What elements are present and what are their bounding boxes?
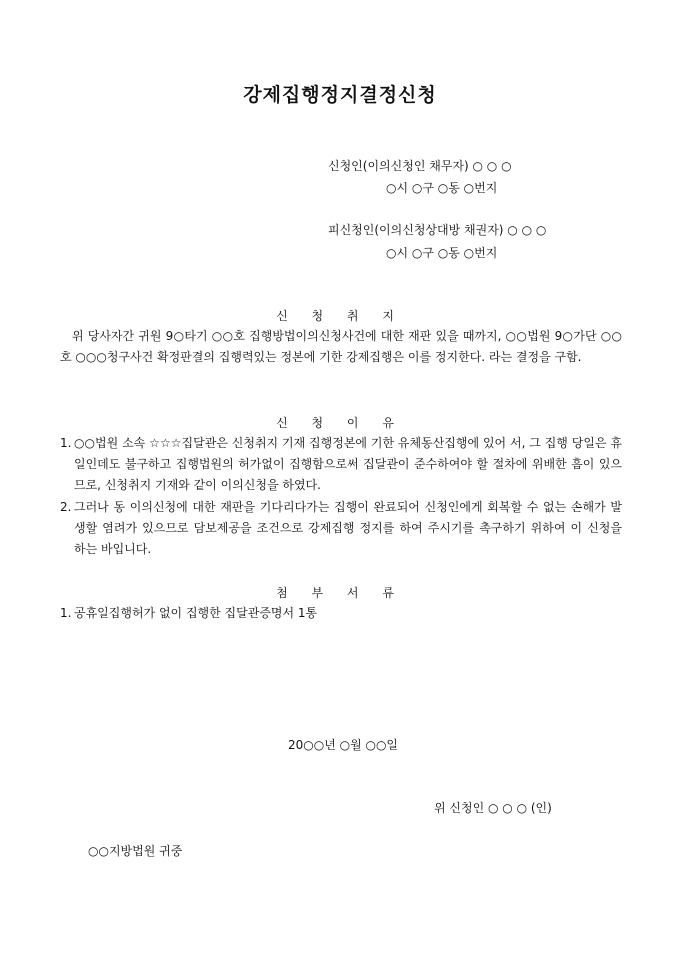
- reason-item-2: [60, 497, 622, 560]
- reasons-heading: 신 청 이 유: [276, 416, 404, 430]
- document-title: 강제집행정지결정신청: [243, 84, 437, 106]
- court-addressee: ○○지방법원 귀중: [88, 844, 183, 858]
- attachment-item-1: [60, 603, 622, 624]
- respondent-address: ○시 ○구 ○동 ○번지: [386, 246, 498, 260]
- reason-item-text: 그러나 동 이의신청에 대한 재판을 기다리다가는 집행이 완료되어 신청인에게 회복할 수 없는 손해가 발생할 염려가 있으므로 담보제공을 조건으로 강제집행 정지를 하여 주시기를 촉구하기 위하여 이 신청을 하는 바입니다.: [74, 500, 622, 556]
- attachment-item-number: 1.: [60, 606, 72, 620]
- reason-item-number: 1.: [60, 436, 72, 450]
- attachments-heading: 첨 부 서 류: [276, 586, 404, 600]
- purpose-text: 위 당사자간 귀원 9○타기 ○○호 집행방법이의신청사건에 대한 재판 있을 때까지, ○○법원 9○가단 ○○호 ○○○청구사건 확정판결의 집행력있는 정본에 기한 강제집행은 이를 정지한다. 라는 결정을 구함.: [60, 329, 622, 364]
- reason-item-text: ○○법원 소속 ☆☆☆집달관은 신청취지 기재 집행정본에 기한 유체동산집행에 있어 서, 그 집행 당일은 휴일인데도 불구하고 집행법원의 허가없이 집행함으로써 집달관이 준수하여야 할 절차에 위배한 흠이 있으므로, 신청취지 기재와 같이 이의신청을 하였다.: [74, 436, 622, 492]
- reason-item-1: [60, 433, 622, 496]
- document-date: 20○○년 ○월 ○○일: [288, 738, 399, 752]
- applicant-label: 신청인(이의신청인 채무자) ○ ○ ○: [328, 159, 512, 173]
- signature-line: 위 신청인 ○ ○ ○ (인): [434, 801, 552, 815]
- attachment-item-text: 공휴일집행허가 없이 집행한 집달관증명서 1통: [74, 606, 318, 620]
- respondent-label: 피신청인(이의신청상대방 채권자) ○ ○ ○: [328, 223, 547, 237]
- purpose-heading: 신 청 취 지: [276, 309, 404, 323]
- applicant-address: ○시 ○구 ○동 ○번지: [386, 181, 498, 195]
- reason-item-number: 2.: [60, 500, 72, 514]
